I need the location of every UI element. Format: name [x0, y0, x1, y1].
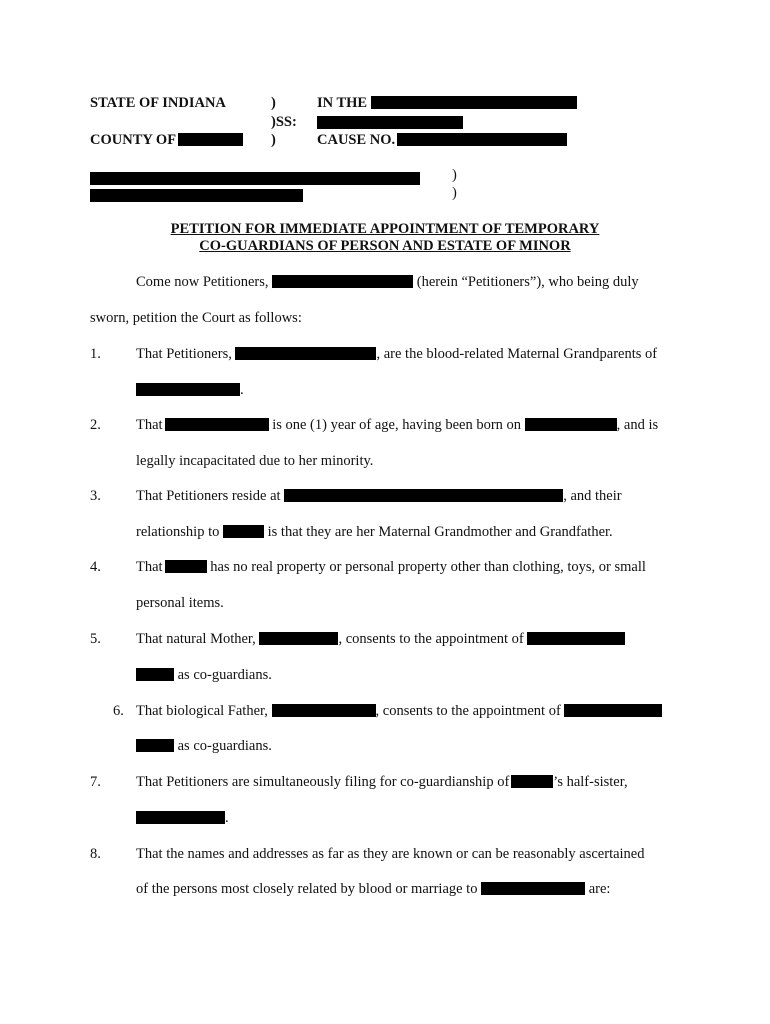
intro-line-1: [136, 274, 639, 290]
paragraph-6-line-1: [136, 703, 662, 719]
in-the-label: IN THE: [317, 95, 368, 111]
paragraph-text: as co-guardians.: [177, 738, 272, 754]
paragraph-text: That natural Mother,: [136, 631, 256, 647]
paragraph-text: That: [136, 417, 163, 433]
ss-label: )SS:: [271, 114, 297, 130]
redaction: [235, 347, 376, 360]
paragraph-text: of the persons most closely related by blood or marriage to: [136, 881, 478, 897]
paragraph-number: 8.: [90, 846, 101, 862]
paragraph-7-line-1: [136, 774, 628, 790]
intro-text: Come now Petitioners,: [136, 274, 269, 290]
redaction: [136, 668, 174, 681]
paragraph-text: That Petitioners are simultaneously filing for co-guardianship of: [136, 774, 510, 790]
redaction: [178, 133, 243, 146]
party-line-1: [90, 171, 420, 187]
party-paren: ): [452, 185, 457, 201]
paragraph-text: , consents to the appointment of: [338, 631, 524, 647]
paragraph-text: relationship to: [136, 524, 220, 540]
paragraph-text: as co-guardians.: [177, 667, 272, 683]
county-line: [90, 132, 243, 148]
paragraph-text: That biological Father,: [136, 703, 268, 719]
paragraph-text: That Petitioners reside at: [136, 488, 281, 504]
redaction: [272, 704, 376, 717]
redaction: [527, 632, 625, 645]
paragraph-3-line-1: [136, 488, 622, 504]
intro-text: (herein “Petitioners”), who being duly: [416, 274, 639, 290]
party-line-2: [90, 188, 303, 204]
redaction: [564, 704, 662, 717]
document-title-line-2: CO-GUARDIANS OF PERSON AND ESTATE OF MINOR: [199, 238, 571, 254]
paragraph-2-line-2: legally incapacitated due to her minority.: [136, 453, 374, 469]
redaction: [525, 418, 617, 431]
paragraph-text: are:: [588, 881, 611, 897]
redaction: [136, 811, 225, 824]
county-label: COUNTY OF: [90, 132, 177, 148]
redaction: [165, 560, 207, 573]
redaction: [136, 739, 174, 752]
paragraph-1-line-1: [136, 346, 657, 362]
redaction: [223, 525, 264, 538]
paragraph-6-line-2: [136, 738, 272, 754]
redaction: [284, 489, 563, 502]
party-paren: ): [452, 167, 457, 183]
caption-paren: ): [271, 132, 276, 148]
redaction: [136, 383, 240, 396]
paragraph-text: is that they are her Maternal Grandmother and Grandfather.: [267, 524, 613, 540]
paragraph-5-line-1: [136, 631, 625, 647]
paragraph-number: 6.: [113, 703, 124, 719]
intro-line-2: sworn, petition the Court as follows:: [90, 310, 302, 326]
state-label: STATE OF INDIANA: [90, 95, 226, 111]
redaction: [272, 275, 413, 288]
paragraph-number: 7.: [90, 774, 101, 790]
paragraph-4-line-2: personal items.: [136, 595, 224, 611]
redaction: [397, 133, 567, 146]
paragraph-text: That Petitioners,: [136, 346, 232, 362]
paragraph-number: 3.: [90, 488, 101, 504]
paragraph-8-line-2: [136, 881, 610, 897]
redaction: [259, 632, 338, 645]
redaction: [165, 418, 269, 431]
paragraph-number: 1.: [90, 346, 101, 362]
cause-line: [317, 132, 567, 148]
paragraph-text: , and is: [616, 417, 659, 433]
redaction: [317, 116, 463, 129]
paragraph-text: is one (1) year of age, having been born on: [272, 417, 522, 433]
paragraph-7-line-2: [136, 810, 229, 826]
redaction: [90, 189, 303, 202]
paragraph-1-line-2: [136, 382, 244, 398]
redaction: [481, 882, 585, 895]
paragraph-text: , and their: [563, 488, 622, 504]
paragraph-text: has no real property or personal property other than clothing, toys, or small: [210, 559, 646, 575]
paragraph-number: 2.: [90, 417, 101, 433]
paragraph-text: .: [240, 382, 244, 398]
paragraph-text: That: [136, 559, 163, 575]
paragraph-number: 4.: [90, 559, 101, 575]
paragraph-4-line-1: [136, 559, 646, 575]
paragraph-5-line-2: [136, 667, 272, 683]
redaction: [371, 96, 577, 109]
redaction: [90, 172, 420, 185]
document-title-line-1: PETITION FOR IMMEDIATE APPOINTMENT OF TEMPORARY: [170, 221, 600, 237]
paragraph-text: ’s half-sister,: [553, 774, 628, 790]
paragraph-text: .: [225, 810, 229, 826]
caption-paren: ): [271, 95, 276, 111]
paragraph-8-line-1: That the names and addresses as far as they are known or can be reasonably ascertained: [136, 846, 645, 862]
paragraph-2-line-1: [136, 417, 658, 433]
cause-no-label: CAUSE NO.: [317, 132, 396, 148]
redaction: [511, 775, 553, 788]
paragraph-number: 5.: [90, 631, 101, 647]
court-line-2: [317, 115, 463, 131]
paragraph-text: , are the blood-related Maternal Grandparents of: [376, 346, 658, 362]
court-line: [317, 95, 577, 111]
paragraph-text: , consents to the appointment of: [375, 703, 561, 719]
paragraph-3-line-2: [136, 524, 613, 540]
